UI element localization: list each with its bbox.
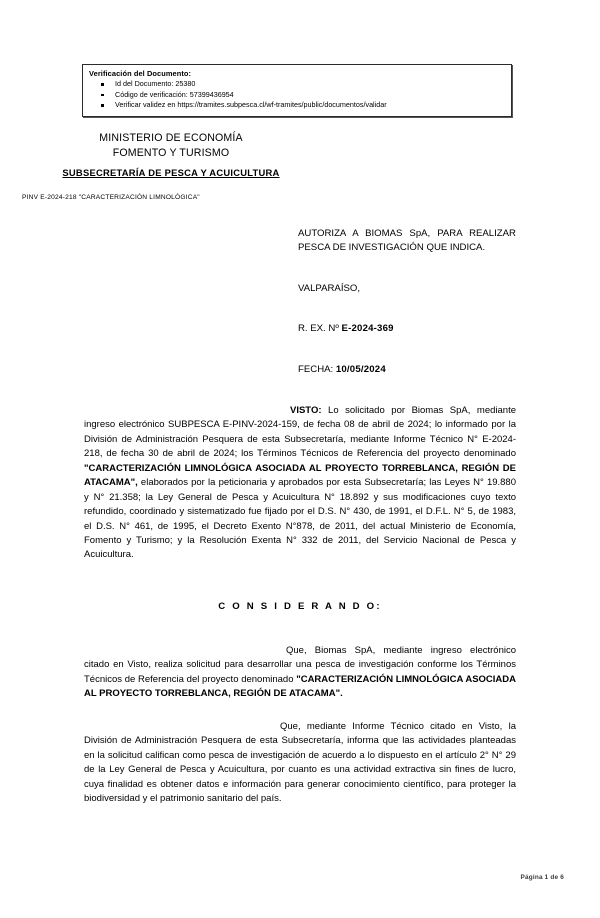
visto-text-part-1: Lo solicitado por Biomas SpA, mediante ingreso electrónico SUBPESCA E-PINV-2024-159, de fecha 08 de abril de 2024; lo informado por la División de Administración Pesquera de esta Subsecretaría, mediante Informe Técnico N° E-2024-218, de fecha 30 de abril de 2024; los Términos Técnicos de Referencia del proyecto denominado: [84, 405, 516, 460]
ministry-line-2: FOMENTO Y TURISMO: [112, 146, 230, 159]
resolution-number-label: R. EX. Nº: [298, 323, 342, 335]
verification-list: [89, 79, 505, 110]
visto-section: [84, 404, 516, 563]
issue-date-label: FECHA:: [298, 363, 336, 375]
visto-text-part-2: elaborados por la peticionaria y aprobados por esta Subsecretaría; las Leyes N° 19.880 y N° 21.358; la Ley General de Pesca y Acuicultura N° 18.892 y sus modificaciones cuyo texto refundido, coordinado y sistematizado fue fijado por el D.S. N° 430, de 1991, el D.F.L. N° 5, de 1983, el D.S. N° 461, de 1995, el Decreto Exento N°878, de 2011, del actual Ministerio de Economía, Fomento y Turismo; y la Resolución Exenta N° 332 de 2011, del Servicio Nacional de Pesca y Acuicultura.: [84, 477, 516, 561]
issue-place: VALPARAÍSO,: [298, 282, 361, 294]
resolution-number: [298, 322, 516, 336]
page-footer: Página 1 de 6: [520, 874, 564, 881]
letterhead: [46, 131, 296, 180]
issue-date-value: 10/05/2024: [335, 363, 386, 375]
considerando-paragraph-2: [84, 720, 516, 807]
verification-item-code: Código de verificación: 57399436954: [89, 90, 505, 100]
subsecretaria-heading: SUBSECRETARÍA DE PESCA Y ACUICULTURA: [62, 167, 280, 179]
verification-box: [82, 64, 512, 117]
verification-title: Verificación del Documento:: [89, 69, 192, 78]
project-reference: PINV E-2024-218 "CARACTERIZACIÓN LIMNOLÓGICA": [22, 194, 200, 201]
considerando-heading: C O N S I D E R A N D O:: [218, 601, 382, 612]
issue-date: [298, 363, 516, 377]
considerando-1-project-title: "CARACTERIZACIÓN LIMNOLÓGICA ASOCIADA AL PROYECTO TORREBLANCA, REGIÓN DE ATACAMA".: [84, 673, 516, 700]
considerando-paragraph-1-wrap: [84, 644, 516, 702]
verification-item-url[interactable]: Verificar validez en https://tramites.subpesca.cl/wf-tramites/public/documentos/validar: [89, 100, 505, 110]
considerando-1-text: Que, Biomas SpA, mediante ingreso electrónico citado en Visto, realiza solicitud para desarrollar una pesca de investigación conforme los Términos Técnicos de Referencia del proyecto denominado: [84, 645, 516, 685]
resolution-number-value: E-2024-369: [341, 323, 394, 335]
header-right-block: [298, 227, 516, 377]
document-subject: AUTORIZA A BIOMAS SpA, PARA REALIZAR PESCA DE INVESTIGACIÓN QUE INDICA.: [298, 228, 516, 254]
considerando-paragraph-1: [84, 644, 516, 702]
visto-label: VISTO:: [290, 405, 322, 416]
verification-item-document-id: Id del Documento: 25380: [89, 79, 505, 89]
visto-paragraph: [84, 404, 516, 563]
considerando-paragraph-2-wrap: [84, 720, 516, 807]
considerando-2-text: Que, mediante Informe Técnico citado en Visto, la División de Administración Pesquera de esta Subsecretaría, informa que las actividades planteadas en la solicitud califican como pesca de investigación de acuerdo a lo dispuesto en el artículo 2° N° 29 de la Ley General de Pesca y Acuicultura, por cuanto es una actividad extractiva sin fines de lucro, cuya finalidad es obtener datos e información para generar conocimiento científico, para proteger la biodiversidad y el patrimonio sanitario del país.: [84, 721, 516, 805]
ministry-line-1: MINISTERIO DE ECONOMÍA: [99, 132, 243, 144]
visto-project-title: "CARACTERIZACIÓN LIMNOLÓGICA ASOCIADA AL PROYECTO TORREBLANCA, REGIÓN DE ATACAMA",: [84, 462, 516, 489]
